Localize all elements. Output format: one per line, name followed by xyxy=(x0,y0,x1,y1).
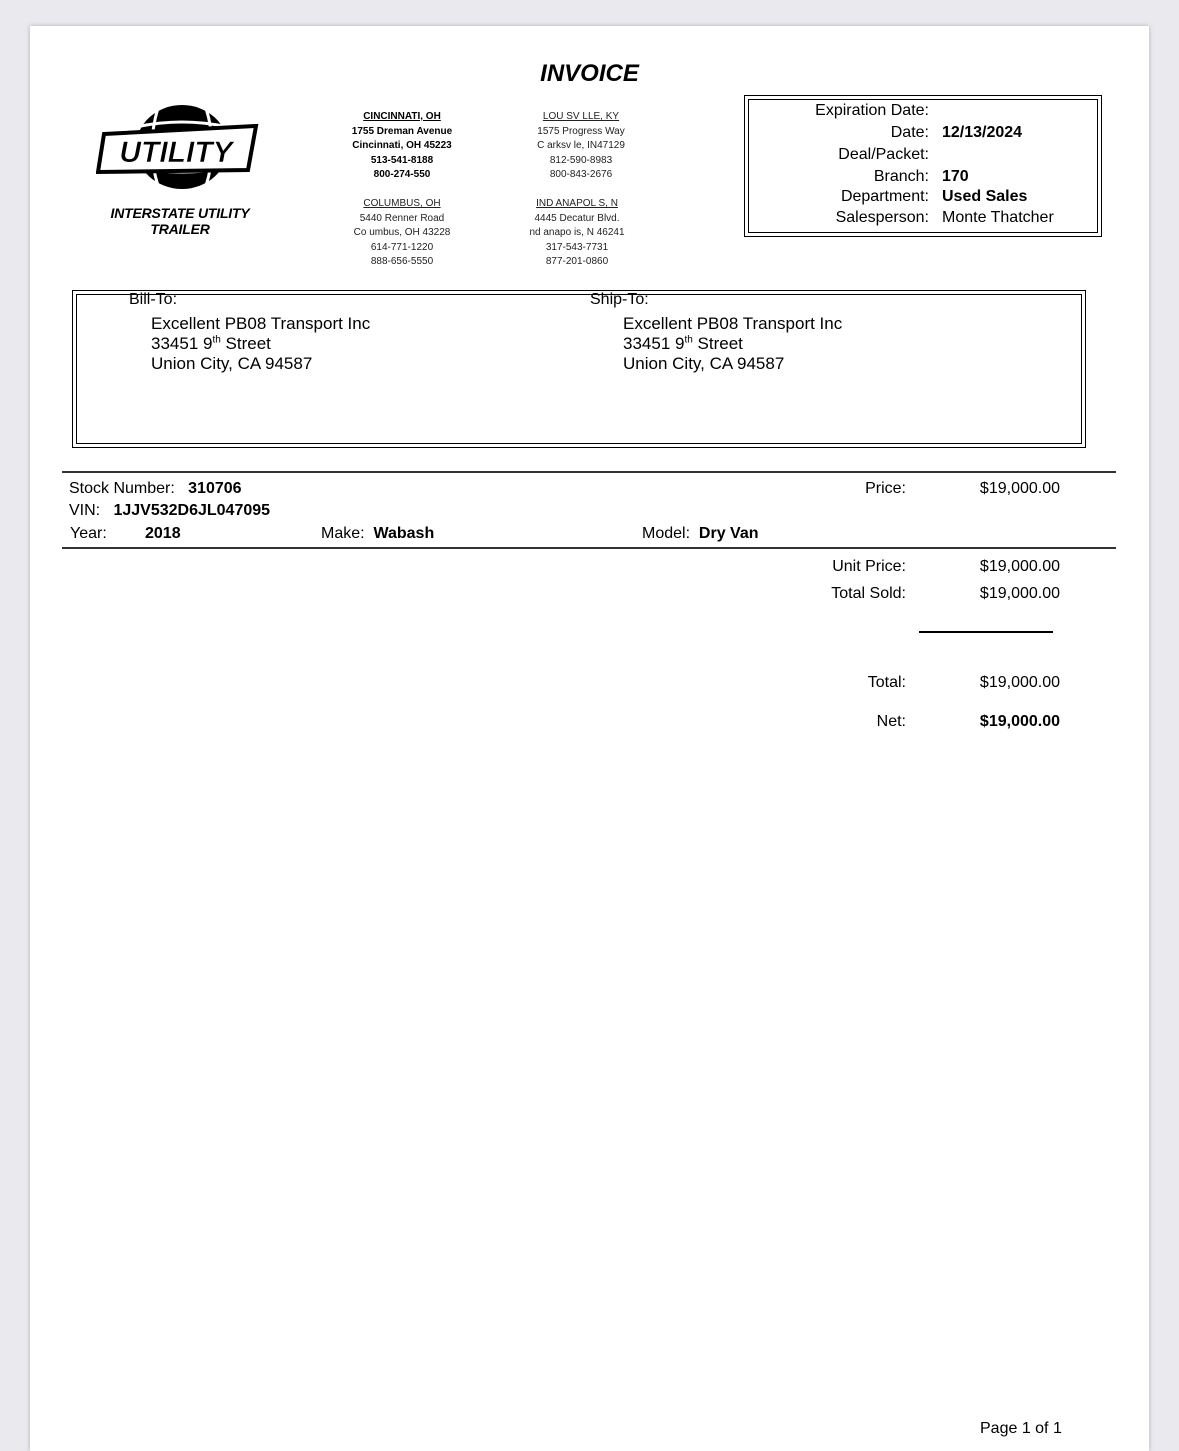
bill-to-name: Excellent PB08 Transport Inc xyxy=(151,314,371,333)
branch-label: Branch: xyxy=(873,168,929,185)
branch-street: 4445 Decatur Blvd. xyxy=(534,212,620,224)
expiration-date-label: Expiration Date: xyxy=(815,102,929,119)
vin-field xyxy=(69,502,270,520)
ship-to-city: Union City, CA 94587 xyxy=(623,354,785,373)
price-value: $19,000.00 xyxy=(979,480,1060,497)
branch-name: CINCINNATI, OH xyxy=(363,111,441,122)
model-label: Model: xyxy=(642,525,691,542)
branch-phone: 317-543-7731 xyxy=(545,241,609,253)
branch-louisville xyxy=(506,110,656,183)
make-value: Wabash xyxy=(373,525,435,542)
model-field xyxy=(642,525,759,543)
unit-price-value: $19,000.00 xyxy=(979,558,1060,575)
year-value: 2018 xyxy=(145,525,181,542)
price-label: Price: xyxy=(865,480,906,497)
bill-to-label: Bill-To: xyxy=(129,291,178,308)
ship-to-name: Excellent PB08 Transport Inc xyxy=(623,314,843,333)
salesperson-value: Monte Thatcher xyxy=(942,209,1054,226)
address-box xyxy=(76,291,1082,444)
date-value: 12/13/2024 xyxy=(942,124,1023,141)
branch-city: Co umbus, OH 43228 xyxy=(353,227,451,238)
branch-name: COLUMBUS, OH xyxy=(363,198,441,209)
branch-phone-tollfree: 800-274-550 xyxy=(373,169,431,180)
department-label: Department: xyxy=(840,188,929,205)
divider-top xyxy=(62,471,1116,473)
invoice-page xyxy=(30,26,1149,1451)
ship-to-address xyxy=(623,314,842,374)
branch-name: IND ANAPOL S, N xyxy=(536,198,618,209)
branch-city: C arksv le, IN47129 xyxy=(537,140,625,151)
branch-phone-tollfree: 888-656-5550 xyxy=(370,256,434,267)
utility-logo xyxy=(96,102,261,192)
date-label: Date: xyxy=(890,124,929,141)
bill-to-address xyxy=(151,314,370,374)
vin-value: 1JJV532D6JL047095 xyxy=(113,502,271,519)
total-value: $19,000.00 xyxy=(979,674,1060,691)
company-name: INTERSTATE UTILITY TRAILER xyxy=(110,205,250,237)
model-value: Dry Van xyxy=(698,525,759,542)
branch-name: LOU SV LLE, KY xyxy=(542,111,620,122)
branch-street: 1755 Dreman Avenue xyxy=(351,125,453,137)
department-value: Used Sales xyxy=(942,188,1028,205)
branch-phone-tollfree: 800-843-2676 xyxy=(549,169,613,180)
date-row xyxy=(749,124,1097,145)
branch-columbus xyxy=(327,197,477,270)
deal-packet-row xyxy=(749,146,1097,167)
expiration-date-row xyxy=(749,102,1097,123)
page-number: Page 1 of 1 xyxy=(980,1420,1062,1437)
bill-to-city: Union City, CA 94587 xyxy=(151,354,313,373)
year-label: Year: xyxy=(70,525,107,542)
salesperson-row xyxy=(749,209,1097,230)
ship-to-street: 33451 9th Street xyxy=(623,334,743,353)
total-label: Total: xyxy=(867,674,906,691)
ship-to-label: Ship-To: xyxy=(590,291,649,308)
branch-value: 170 xyxy=(942,168,969,185)
total-sold-value: $19,000.00 xyxy=(979,585,1060,602)
total-sold-label: Total Sold: xyxy=(831,585,906,602)
net-value: $19,000.00 xyxy=(979,713,1060,730)
deal-packet-label: Deal/Packet: xyxy=(838,146,929,163)
make-field xyxy=(321,525,434,543)
divider-bottom xyxy=(62,547,1116,549)
branch-phone: 614-771-1220 xyxy=(370,241,434,253)
invoice-title: INVOICE xyxy=(540,60,639,87)
logo-text: UTILITY xyxy=(119,136,233,169)
salesperson-label: Salesperson: xyxy=(835,209,929,226)
vin-label: VIN: xyxy=(69,502,101,519)
department-row xyxy=(749,188,1097,209)
branch-phone: 812-590-8983 xyxy=(549,154,613,166)
net-label: Net: xyxy=(876,713,906,730)
branch-street: 1575 Progress Way xyxy=(537,125,625,137)
branch-phone: 513-541-8188 xyxy=(370,154,434,166)
branch-city: Cincinnati, OH 45223 xyxy=(352,140,452,151)
branch-row xyxy=(749,168,1097,189)
branch-street: 5440 Renner Road xyxy=(359,212,445,224)
unit-price-label: Unit Price: xyxy=(832,558,906,575)
stock-number-label: Stock Number: xyxy=(69,480,175,497)
branch-phone-tollfree: 877-201-0860 xyxy=(545,256,609,267)
bill-to-street: 33451 9th Street xyxy=(151,334,271,353)
subtotal-rule xyxy=(919,631,1053,633)
stock-number-field xyxy=(69,480,242,498)
stock-number-value: 310706 xyxy=(188,480,242,497)
branch-indianapolis xyxy=(502,197,652,270)
branch-cincinnati xyxy=(327,110,477,183)
branch-city: nd anapo is, N 46241 xyxy=(529,227,625,238)
make-label: Make: xyxy=(321,525,365,542)
invoice-info-box xyxy=(748,99,1098,233)
